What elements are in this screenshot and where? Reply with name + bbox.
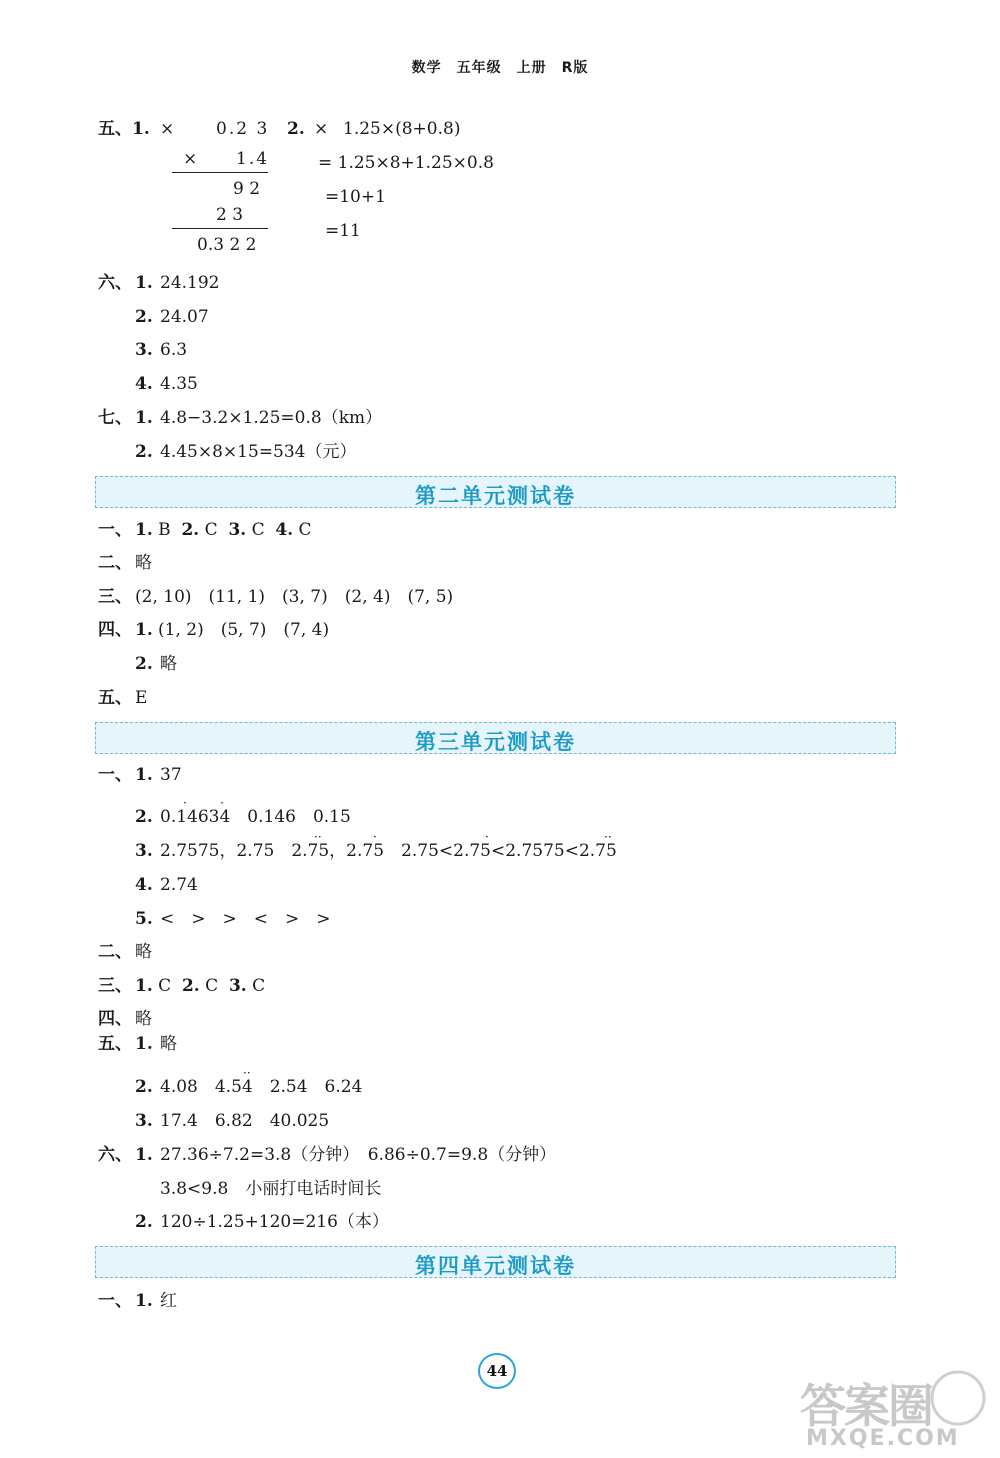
sec5-mark1: × [160, 119, 175, 139]
u3-s6-n: 1. [135, 1145, 153, 1165]
u3-s1-n: 1. [135, 765, 153, 785]
u2-l3-label: 三、 [98, 587, 132, 607]
sec6-n3: 3. [135, 340, 153, 360]
u2-l6-text: E [135, 688, 148, 708]
u3-s1-4-n: 4. [135, 875, 153, 895]
sec7-n1: 1. [135, 408, 153, 428]
mult-times: × [183, 149, 198, 169]
u2-l5-text: 略 [160, 654, 177, 674]
mult-result: 0.3 2 2 [197, 235, 257, 255]
u2-l6-label: 五、 [98, 688, 132, 708]
u3-s3-a1: C [152, 976, 182, 996]
u4-s1-text: 红 [160, 1291, 177, 1311]
page-header: 数学 五年级 上册 R版 [411, 60, 589, 76]
u2-l1-answers [135, 519, 312, 541]
mult-second: 1.4 [236, 149, 270, 169]
unit2-title: 第二单元测试卷 [415, 483, 576, 508]
mult-line-2 [172, 228, 268, 229]
u2-l5-n: 2. [135, 654, 153, 674]
sec6-n4: 4. [135, 374, 153, 394]
sec6-label: 六、 [98, 273, 132, 293]
u2-l1-n1: 1. [135, 520, 153, 540]
u3-s5-n: 1. [135, 1034, 153, 1054]
repeat-dot: ·· [243, 1066, 251, 1080]
u3-s1-label: 一、 [98, 765, 132, 785]
u3-s5-2-n: 2. [135, 1077, 153, 1097]
repeat-dot: ·· [314, 830, 322, 844]
u3-s2-text: 略 [135, 942, 152, 962]
sec5-q2-label: 2. [287, 119, 305, 139]
u2-l1-a1: B [152, 520, 182, 540]
unit4-banner [95, 1246, 896, 1278]
unit3-banner [95, 722, 896, 754]
u3-s5-3-text: 17.4 6.82 40.025 [160, 1111, 330, 1131]
unit3-title: 第三单元测试卷 [415, 729, 576, 754]
u3-s5-text: 略 [160, 1034, 177, 1054]
sec6-a1: 24.192 [160, 273, 220, 293]
mult-line-1 [172, 172, 268, 173]
mult-top: 0.2 3 [216, 119, 270, 139]
u4-s1-label: 一、 [98, 1291, 132, 1311]
repeat-dot: ·· [604, 830, 612, 844]
u2-l2-text: 略 [135, 553, 152, 573]
sec7-n2: 2. [135, 442, 153, 462]
sec7-a1: 4.8−3.2×1.25=0.8（km） [160, 408, 383, 428]
u2-l4-n: 1. [135, 620, 153, 640]
u3-s1-text: 37 [160, 765, 182, 785]
u2-l4-text: (1, 2) (5, 7) (7, 4) [158, 620, 330, 640]
u3-s3-a2: C [199, 976, 229, 996]
u3-s3-a3: C [246, 976, 266, 996]
u2-l1-n2: 2. [181, 520, 200, 540]
sec5-label: 五、1. [98, 119, 150, 139]
u3-s3-n1: 1. [135, 976, 153, 996]
sec6-n2: 2. [135, 307, 153, 327]
u3-s3-label: 三、 [98, 976, 132, 996]
repeat-dot: · [183, 796, 187, 810]
watermark-cn: 答案圈 [800, 1379, 932, 1433]
calc-line-2: = 1.25×8+1.25×0.8 [318, 153, 494, 173]
u3-s6-b-text: 3.8<9.8 小丽打电话时间长 [160, 1179, 382, 1199]
u2-l3-text: (2, 10) (11, 1) (3, 7) (2, 4) (7, 5) [135, 587, 454, 607]
watermark-logo [800, 1368, 990, 1452]
u3-s6-text: 27.36÷7.2=3.8（分钟） 6.86÷0.7=9.8（分钟） [160, 1145, 557, 1165]
unit4-title: 第四单元测试卷 [415, 1253, 576, 1278]
repeat-dot: · [485, 830, 489, 844]
calc-line-3: =10+1 [325, 187, 386, 207]
u3-s1-3-text: 2.7575，2.75 2.75，2.75 2.75<2.75<2.7575<2.75 [160, 841, 617, 861]
mult-partial-1: 9 2 [233, 179, 261, 199]
watermark-en: MXQE.COM [806, 1426, 960, 1451]
u3-s6-2-text: 120÷1.25+120=216（本） [160, 1212, 389, 1232]
sec6-n1: 1. [135, 273, 153, 293]
u2-l1-a3: C [246, 520, 276, 540]
u3-s1-2-text: 0.14634 0.146 0.15 [160, 807, 351, 827]
u3-s6-label: 六、 [98, 1145, 132, 1165]
u3-s4-text: 略 [135, 1009, 152, 1029]
u3-s1-3-n: 3. [135, 841, 153, 861]
unit2-banner [95, 476, 896, 508]
u3-s4-label: 四、 [98, 1009, 132, 1029]
repeat-dot: · [220, 796, 224, 810]
calc-line-4: =11 [325, 221, 361, 241]
sec5-mark2: × [314, 119, 329, 139]
u2-l4-label: 四、 [98, 620, 132, 640]
u2-l2-label: 二、 [98, 553, 132, 573]
u3-s6-2-n: 2. [135, 1212, 153, 1232]
u3-s5-2-text: 4.08 4.54 2.54 6.24 [160, 1077, 363, 1097]
sec6-a4: 4.35 [160, 374, 198, 394]
u3-s3-n3: 3. [228, 976, 247, 996]
u3-s2-label: 二、 [98, 942, 132, 962]
u2-l1-a2: C [199, 520, 229, 540]
u3-s1-4-text: 2.74 [160, 875, 198, 895]
sec6-a2: 24.07 [160, 307, 209, 327]
u3-s5-label: 五、 [98, 1034, 132, 1054]
u3-s1-2-n: 2. [135, 807, 153, 827]
u3-s1-5-n: 5. [135, 909, 153, 929]
u3-s1-5-text: < > > < > > [160, 909, 331, 929]
u2-l1-n3: 3. [228, 520, 247, 540]
u2-l1-label: 一、 [98, 520, 132, 540]
sec7-a2: 4.45×8×15=534（元） [160, 442, 357, 462]
calc-line-1: 1.25×(8+0.8) [343, 119, 461, 139]
u3-s3-answers [135, 975, 265, 997]
page-number: 44 [478, 1353, 516, 1389]
u3-s5-3-n: 3. [135, 1111, 153, 1131]
repeat-dot: · [373, 830, 377, 844]
sec6-a3: 6.3 [160, 340, 188, 360]
u4-s1-n: 1. [135, 1291, 153, 1311]
sec7-label: 七、 [98, 408, 132, 428]
mult-partial-2: 2 3 [216, 205, 244, 225]
u2-l1-n4: 4. [275, 520, 294, 540]
u2-l1-a4: C [293, 520, 312, 540]
u3-s3-n2: 2. [181, 976, 200, 996]
